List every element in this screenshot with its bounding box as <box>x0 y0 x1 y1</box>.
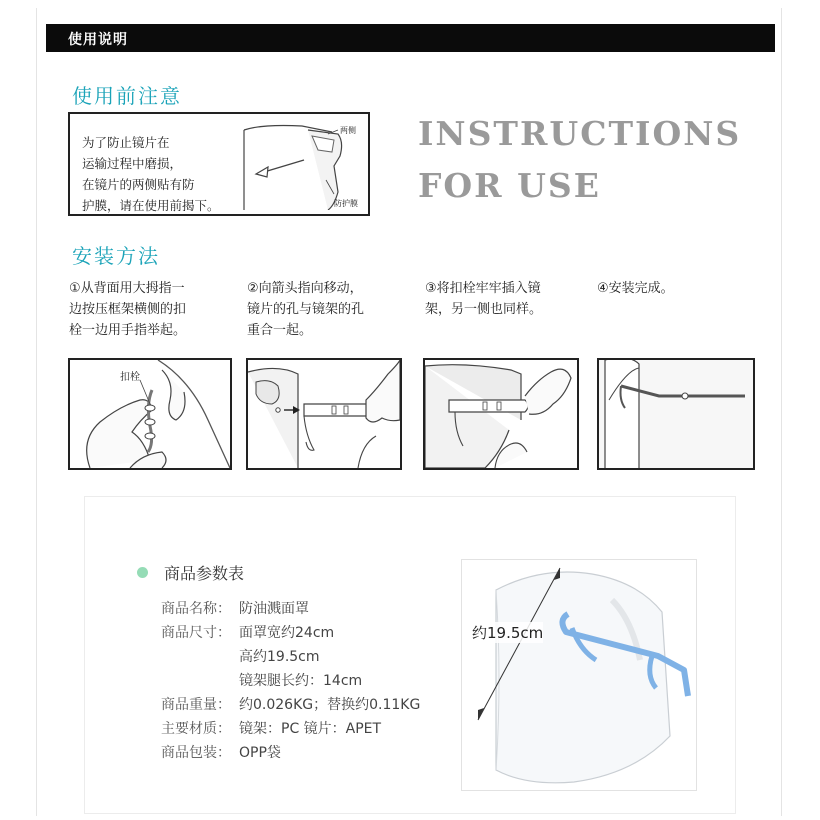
param-size-leg: 镜架腿长约：14cm <box>239 673 363 689</box>
param-label: 商品重量： <box>161 697 231 713</box>
param-row-name <box>161 598 309 618</box>
param-row-package <box>161 742 281 762</box>
banner-line1: INSTRUCTIONS <box>418 114 742 153</box>
params-panel <box>84 496 736 814</box>
step-2-illustration <box>246 358 402 470</box>
step-line: 架，另一侧也同样。 <box>425 302 543 317</box>
step-4-text <box>597 278 674 299</box>
label-sides: 两侧 <box>340 126 356 135</box>
param-value: 镜架：PC 镜片：APET <box>239 721 382 737</box>
step-3-illustration <box>423 358 579 470</box>
notice-section-title: 使用前注意 <box>72 84 182 108</box>
param-value: 面罩宽约24cm <box>239 625 335 641</box>
notice-text <box>82 132 247 216</box>
step-line: ④安装完成。 <box>597 281 674 296</box>
step-1-illustration <box>68 358 232 470</box>
param-label: 商品包装： <box>161 745 231 761</box>
product-image <box>461 559 697 791</box>
step-line: ①从背面用大拇指一 <box>69 281 185 296</box>
step-3-text <box>425 278 542 320</box>
param-label: 商品尺寸： <box>161 625 231 641</box>
param-row-material <box>161 718 381 738</box>
param-size-height: 高约19.5cm <box>239 649 320 665</box>
notice-line: 为了防止镜片在 <box>82 135 170 150</box>
param-value: 防油溅面罩 <box>239 601 309 617</box>
params-title: 商品参数表 <box>164 564 245 583</box>
param-label: 主要材质： <box>161 721 231 737</box>
param-label: 商品名称： <box>161 601 231 617</box>
notice-box <box>68 112 370 216</box>
image-height-label: 约19.5cm <box>472 624 544 642</box>
step-line: 栓一边用手指举起。 <box>69 323 187 338</box>
step-4-illustration <box>597 358 755 470</box>
step-line: 边按压框架横侧的扣 <box>69 302 187 317</box>
params-bullet-dot <box>137 567 148 578</box>
film-removal-illustration <box>242 122 364 210</box>
step-line: ②向箭头指向移动， <box>247 281 363 296</box>
step-line: ③将扣栓牢牢插入镜 <box>425 281 541 296</box>
param-value: 约0.026KG；替换约0.11KG <box>239 697 421 713</box>
step-line: 重合一起。 <box>247 323 313 338</box>
step-2-text <box>247 278 364 341</box>
param-row-size <box>161 622 334 642</box>
notice-line: 护膜，请在使用前揭下。 <box>82 198 220 213</box>
notice-line: 在镜片的两侧贴有防 <box>82 177 195 192</box>
notice-line: 运输过程中磨损， <box>82 156 183 171</box>
header-title: 使用说明 <box>68 32 128 48</box>
label-buckle: 扣栓 <box>120 372 140 383</box>
param-value: OPP袋 <box>239 745 281 761</box>
banner-line2: FOR USE <box>418 166 601 205</box>
step-1-text <box>69 278 186 341</box>
param-row-weight <box>161 694 420 714</box>
header-bar <box>46 24 775 52</box>
install-section-title: 安装方法 <box>72 244 160 268</box>
step-line: 镜片的孔与镜架的孔 <box>247 302 365 317</box>
label-film: 防护膜 <box>334 199 358 208</box>
